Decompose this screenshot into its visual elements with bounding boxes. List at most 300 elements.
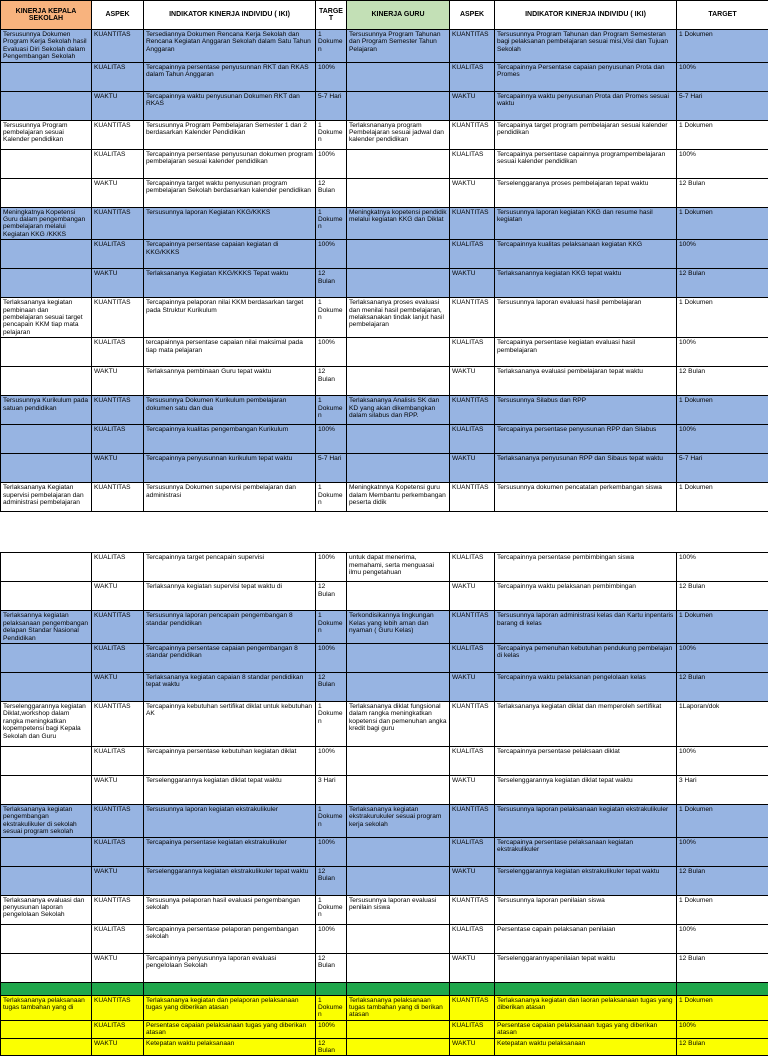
cell-kinerja-guru bbox=[347, 866, 450, 895]
cell-aspek-guru: WAKTU bbox=[450, 953, 495, 982]
cell-target-kepala: 100% bbox=[316, 338, 347, 367]
cell-target-guru: 5-7 Hari bbox=[677, 91, 768, 120]
cell-indikator-guru: Tercapainnya waktu pelaksanan pengelolaan kelas bbox=[495, 672, 677, 701]
cell-indikator-kepala: Tersediannya Dokumen Rencana Kerja Sekolah dan Rencana Kegiatan Anggaran Sekolah dalam Satu Tahun Anggaran bbox=[144, 30, 316, 63]
cell-kinerja-kepala bbox=[1, 178, 92, 207]
cell-indikator-kepala: tercapainnya persentase capaian nilai maksimal pada tiap mata pelajaran bbox=[144, 338, 316, 367]
cell-target-kepala: 12 Bulan bbox=[316, 582, 347, 611]
table-row bbox=[1, 672, 768, 701]
table-row bbox=[1, 120, 768, 149]
cell-target-kepala bbox=[316, 982, 347, 995]
cell-target-guru: 100% bbox=[677, 425, 768, 454]
cell-target-kepala: 1 Dokumen bbox=[316, 396, 347, 425]
cell-target-kepala: 1 Dokumen bbox=[316, 483, 347, 512]
cell-aspek-kepala: KUALITAS bbox=[92, 62, 144, 91]
cell-indikator-kepala: Tercapainnya persentase pelaporan pengembangan sekolah bbox=[144, 924, 316, 953]
cell-indikator-kepala: Tersusunnya Program Pembelajaran Semester 1 dan 2 berdasarkan Kalender Pendidikan bbox=[144, 120, 316, 149]
cell-aspek-guru: WAKTU bbox=[450, 866, 495, 895]
cell-target-kepala: 100% bbox=[316, 1020, 347, 1038]
cell-kinerja-kepala bbox=[1, 1020, 92, 1038]
table-top-body bbox=[1, 30, 768, 512]
cell-target-kepala: 12 Bulan bbox=[316, 672, 347, 701]
table-bottom-body bbox=[1, 553, 768, 1056]
cell-indikator-kepala: Terselenggarannya kegiatan diklat tepat waktu bbox=[144, 775, 316, 804]
cell-target-guru: 12 Bulan bbox=[677, 866, 768, 895]
cell-target-guru: 5-7 Hari bbox=[677, 454, 768, 483]
cell-kinerja-guru: Meningkatnnya Kopetensi guru dalam Membantu perkembangan peserta didik bbox=[347, 483, 450, 512]
table-row bbox=[1, 396, 768, 425]
cell-indikator-kepala: Terlaksananya kegiatan dan pelaporan pelaksanaan tugas yang diberikan atasan bbox=[144, 995, 316, 1020]
cell-aspek-guru: WAKTU bbox=[450, 178, 495, 207]
cell-indikator-guru: Terselenggarannya kegiatan diklat tepat waktu bbox=[495, 775, 677, 804]
cell-kinerja-kepala: Terselenggarannya kegiatan Diklat,workshop dalam rangka meningkatkan kopempetensi bagi Kepala Sekolah dan Guru bbox=[1, 701, 92, 746]
cell-indikator-kepala: Terselenggarannya kegiatan ekstrakulikuler tepat waktu bbox=[144, 866, 316, 895]
cell-aspek-kepala: WAKTU bbox=[92, 953, 144, 982]
cell-kinerja-guru bbox=[347, 746, 450, 775]
header-kinerja-kepala-sekolah: KINERJA KEPALA SEKOLAH bbox=[1, 1, 92, 30]
cell-aspek-kepala: WAKTU bbox=[92, 91, 144, 120]
cell-kinerja-guru: Terlaksananya pelaksanaan tugas tambahan yang di berikan atasan bbox=[347, 995, 450, 1020]
cell-aspek-kepala: WAKTU bbox=[92, 1038, 144, 1056]
cell-target-kepala: 12 Bulan bbox=[316, 367, 347, 396]
cell-indikator-guru: Tercapainya target program pembelajaran sesuai kalender pendidikan bbox=[495, 120, 677, 149]
cell-indikator-kepala: Persentase capaian pelaksanaan tugas yang diberikan atasan bbox=[144, 1020, 316, 1038]
cell-indikator-kepala: Tercapainnya pelaporan nilai KKM berdasarkan target pada Struktur Kurikulum bbox=[144, 298, 316, 338]
cell-aspek-kepala: WAKTU bbox=[92, 269, 144, 298]
cell-indikator-guru: Tercapainnya waktu penyusunan Prota dan Promes sesuai waktu bbox=[495, 91, 677, 120]
cell-aspek-guru: KUALITAS bbox=[450, 746, 495, 775]
cell-indikator-guru: Tersusunnya laporan administrasi kelas dan Kartu inpentaris barang di kelas bbox=[495, 611, 677, 644]
cell-target-guru: 12 Bulan bbox=[677, 582, 768, 611]
cell-target-guru: 1 Dokumen bbox=[677, 804, 768, 837]
cell-target-guru: 100% bbox=[677, 240, 768, 269]
cell-aspek-kepala: KUANTITAS bbox=[92, 396, 144, 425]
cell-target-kepala: 100% bbox=[316, 149, 347, 178]
cell-kinerja-guru bbox=[347, 982, 450, 995]
cell-indikator-kepala: Ketepatan waktu pelaksanaan bbox=[144, 1038, 316, 1056]
cell-target-kepala: 100% bbox=[316, 425, 347, 454]
header-target-1: TARGET bbox=[316, 1, 347, 30]
cell-aspek-guru: KUANTITAS bbox=[450, 804, 495, 837]
table-row bbox=[1, 1020, 768, 1038]
cell-indikator-guru: Tercapainnya persentase pelaksaan diklat bbox=[495, 746, 677, 775]
cell-kinerja-kepala bbox=[1, 367, 92, 396]
cell-target-kepala: 12 Bulan bbox=[316, 178, 347, 207]
cell-indikator-kepala: Tercapainnya target pencapain supervisi bbox=[144, 553, 316, 582]
cell-kinerja-kepala bbox=[1, 240, 92, 269]
table-row bbox=[1, 553, 768, 582]
cell-kinerja-kepala: Terlaksananya pelaksanaan tugas tambahan yang di bbox=[1, 995, 92, 1020]
cell-indikator-guru: Tersusunnya dokumen pencatatan perkembangan siswa bbox=[495, 483, 677, 512]
cell-target-guru: 100% bbox=[677, 338, 768, 367]
table-row bbox=[1, 953, 768, 982]
cell-indikator-guru: Terlaksanannya kegiatan KKG tepat waktu bbox=[495, 269, 677, 298]
cell-kinerja-guru bbox=[347, 672, 450, 701]
cell-target-guru: 1 Dokumen bbox=[677, 895, 768, 924]
cell-aspek-kepala: WAKTU bbox=[92, 454, 144, 483]
cell-target-guru: 1 Dokumen bbox=[677, 207, 768, 240]
table-row bbox=[1, 269, 768, 298]
cell-target-kepala: 100% bbox=[316, 62, 347, 91]
cell-target-kepala: 12 Bulan bbox=[316, 953, 347, 982]
cell-kinerja-kepala bbox=[1, 269, 92, 298]
cell-aspek-guru: KUALITAS bbox=[450, 553, 495, 582]
cell-aspek-guru: WAKTU bbox=[450, 1038, 495, 1056]
table-row bbox=[1, 149, 768, 178]
cell-indikator-guru: Tercapainya persentase capainnya programpembelajaran sesuai kalender pendidikan bbox=[495, 149, 677, 178]
cell-kinerja-guru bbox=[347, 149, 450, 178]
table-bottom bbox=[0, 552, 768, 1056]
cell-kinerja-kepala bbox=[1, 62, 92, 91]
cell-kinerja-kepala: Tersusunnya Kurikulum pada satuan pendidikan bbox=[1, 396, 92, 425]
cell-kinerja-guru bbox=[347, 582, 450, 611]
cell-aspek-guru: KUANTITAS bbox=[450, 298, 495, 338]
cell-aspek-guru: KUANTITAS bbox=[450, 611, 495, 644]
cell-indikator-guru: Tersusunnya laporan pelaksanaan kegiatan ekstrakulikuler bbox=[495, 804, 677, 837]
cell-target-guru: 12 Bulan bbox=[677, 178, 768, 207]
cell-target-kepala: 100% bbox=[316, 553, 347, 582]
table-row bbox=[1, 611, 768, 644]
cell-aspek-guru bbox=[450, 982, 495, 995]
cell-kinerja-kepala: Terlaksannya kegiatan pelaksanaan pengembangan delapan Standar Nasional Pendidikan bbox=[1, 611, 92, 644]
table-row bbox=[1, 62, 768, 91]
cell-indikator-guru: Persentase capain pelaksanan penilaian bbox=[495, 924, 677, 953]
cell-aspek-kepala: KUALITAS bbox=[92, 425, 144, 454]
cell-aspek-guru: KUANTITAS bbox=[450, 701, 495, 746]
cell-aspek-kepala: KUALITAS bbox=[92, 1020, 144, 1038]
cell-target-guru: 12 Bulan bbox=[677, 953, 768, 982]
cell-indikator-kepala: Tercapainya persentase kegiatan ekstrakulikuler bbox=[144, 837, 316, 866]
cell-target-kepala: 1 Dokumen bbox=[316, 804, 347, 837]
cell-aspek-guru: KUALITAS bbox=[450, 425, 495, 454]
cell-kinerja-guru bbox=[347, 775, 450, 804]
cell-kinerja-kepala: Terlaksananya kegiatan pembinaan dan pembelajaran sesuai target pencapain KKM tiap mata pelajaran bbox=[1, 298, 92, 338]
cell-kinerja-guru: Tersusunnya laporan evaluasi penilain siswa bbox=[347, 895, 450, 924]
cell-indikator-guru: Terselenggaranya proses pembelajaran tepat waktu bbox=[495, 178, 677, 207]
cell-aspek-guru: KUALITAS bbox=[450, 643, 495, 672]
cell-indikator-guru: Tersusunnya Silabus dan RPP bbox=[495, 396, 677, 425]
cell-indikator-kepala: Tercapainnya penyusunnya laporan evaluasi pengelolaan Sekolah bbox=[144, 953, 316, 982]
cell-indikator-kepala: Terlaksananya Kegiatan KKG/KKKS Tepat waktu bbox=[144, 269, 316, 298]
table-row bbox=[1, 775, 768, 804]
cell-indikator-kepala: Tersusunnya laporan Kegiatan KKG/KKKS bbox=[144, 207, 316, 240]
cell-target-guru: 12 Bulan bbox=[677, 672, 768, 701]
cell-aspek-guru: WAKTU bbox=[450, 582, 495, 611]
cell-kinerja-guru bbox=[347, 1020, 450, 1038]
cell-aspek-kepala: KUALITAS bbox=[92, 240, 144, 269]
cell-aspek-guru: WAKTU bbox=[450, 775, 495, 804]
cell-indikator-guru: Tersusunnya Program Tahunan dan Program Semesteran bagi pelaksanan pembelajaran sesuai misi,Visi dan Tujuan Sekolah bbox=[495, 30, 677, 63]
header-kinerja-guru: KINERJA GURU bbox=[347, 1, 450, 30]
cell-aspek-kepala: WAKTU bbox=[92, 178, 144, 207]
cell-aspek-guru: KUANTITAS bbox=[450, 396, 495, 425]
cell-target-kepala: 1 Dokumen bbox=[316, 611, 347, 644]
cell-aspek-guru: WAKTU bbox=[450, 454, 495, 483]
cell-target-kepala: 1 Dokumen bbox=[316, 995, 347, 1020]
cell-indikator-kepala: Tercapainnya kualitas pengembangan Kurikulum bbox=[144, 425, 316, 454]
table-row bbox=[1, 425, 768, 454]
table-row bbox=[1, 207, 768, 240]
table-row bbox=[1, 643, 768, 672]
cell-kinerja-guru: Terlaksananya diklat fungsional dalam rangka meningkatkan kopetensi dan pemenuhan angka kredit bagi guru bbox=[347, 701, 450, 746]
cell-target-kepala: 1 Dokumen bbox=[316, 120, 347, 149]
page-break-gap bbox=[0, 512, 768, 552]
cell-target-kepala: 5-7 Hari bbox=[316, 91, 347, 120]
cell-target-guru bbox=[677, 982, 768, 995]
cell-indikator-guru: Terlaksananya penyusunan RPP dan Sibaus tepat waktu bbox=[495, 454, 677, 483]
table-row bbox=[1, 240, 768, 269]
cell-aspek-kepala: KUANTITAS bbox=[92, 611, 144, 644]
cell-target-guru: 1 Dokumen bbox=[677, 995, 768, 1020]
header-target-2: TARGET bbox=[677, 1, 768, 30]
cell-aspek-guru: KUANTITAS bbox=[450, 120, 495, 149]
cell-target-kepala: 100% bbox=[316, 643, 347, 672]
cell-aspek-guru: WAKTU bbox=[450, 367, 495, 396]
cell-kinerja-guru: Tersusunnya Program Tahunan dan Program Semester Tahun Pelajaran bbox=[347, 30, 450, 63]
cell-kinerja-kepala: Tersusunnya Program pembelajaran sesuai Kalender pendidikan bbox=[1, 120, 92, 149]
cell-kinerja-guru bbox=[347, 454, 450, 483]
cell-indikator-guru: Tercapainnya kualitas pelaksanaan kegiatan KKG bbox=[495, 240, 677, 269]
cell-aspek-kepala: KUANTITAS bbox=[92, 298, 144, 338]
cell-kinerja-guru bbox=[347, 425, 450, 454]
cell-indikator-guru bbox=[495, 982, 677, 995]
cell-aspek-kepala: WAKTU bbox=[92, 672, 144, 701]
cell-target-guru: 100% bbox=[677, 643, 768, 672]
cell-kinerja-kepala bbox=[1, 775, 92, 804]
cell-indikator-kepala: Tercapainnya persentase capaian kegiatan di KKG/KKKS bbox=[144, 240, 316, 269]
cell-target-guru: 100% bbox=[677, 1020, 768, 1038]
cell-target-guru: 100% bbox=[677, 837, 768, 866]
cell-kinerja-guru bbox=[347, 178, 450, 207]
table-row bbox=[1, 837, 768, 866]
cell-indikator-guru: Terselenggarannya kegiatan ekstrakulikuler tepat waktu bbox=[495, 866, 677, 895]
table-row bbox=[1, 91, 768, 120]
cell-indikator-guru: Tersusunnya laporan evaluasi hasil pembelajaran bbox=[495, 298, 677, 338]
cell-aspek-kepala: KUANTITAS bbox=[92, 207, 144, 240]
cell-aspek-guru: KUALITAS bbox=[450, 338, 495, 367]
cell-target-guru: 1Laporan/dok bbox=[677, 701, 768, 746]
cell-kinerja-guru bbox=[347, 240, 450, 269]
cell-kinerja-guru: Terlaksananya proses evaluasi dan menilai hasil pembelajaran, melaksanakan tindak lanjut hasil pembelajaran bbox=[347, 298, 450, 338]
cell-indikator-kepala: Terlaksananya kegiatan capaian 8 standar pendidikan tepat waktu bbox=[144, 672, 316, 701]
cell-target-kepala: 1 Dokumen bbox=[316, 30, 347, 63]
cell-target-guru: 1 Dokumen bbox=[677, 611, 768, 644]
cell-kinerja-kepala: Terlaksananya Kegiatan supervisi pembelajaran dan administrasi pembelajaran bbox=[1, 483, 92, 512]
cell-target-guru: 100% bbox=[677, 553, 768, 582]
cell-aspek-guru: KUALITAS bbox=[450, 62, 495, 91]
cell-target-kepala: 100% bbox=[316, 746, 347, 775]
header-aspek-1: ASPEK bbox=[92, 1, 144, 30]
cell-aspek-guru: WAKTU bbox=[450, 672, 495, 701]
cell-aspek-guru: KUANTITAS bbox=[450, 483, 495, 512]
cell-kinerja-kepala bbox=[1, 672, 92, 701]
cell-indikator-kepala: Tersusunya pelaporan hasil evaluasi pengembangan sekolah bbox=[144, 895, 316, 924]
cell-aspek-kepala: WAKTU bbox=[92, 866, 144, 895]
cell-kinerja-guru bbox=[347, 269, 450, 298]
cell-kinerja-guru bbox=[347, 338, 450, 367]
table-top bbox=[0, 0, 768, 512]
cell-kinerja-kepala bbox=[1, 553, 92, 582]
cell-indikator-kepala: Tercapainnya kebutuhan sertifikat diklat untuk kebutuhan AK bbox=[144, 701, 316, 746]
cell-kinerja-kepala bbox=[1, 866, 92, 895]
table-row bbox=[1, 582, 768, 611]
cell-indikator-guru: Terlaksananya kegiatan diklat dan memperoleh sertifikat bbox=[495, 701, 677, 746]
cell-kinerja-guru bbox=[347, 643, 450, 672]
cell-aspek-guru: KUANTITAS bbox=[450, 995, 495, 1020]
cell-kinerja-kepala bbox=[1, 837, 92, 866]
cell-indikator-kepala: Tercapainnya penyusunnan kurikulum tepat waktu bbox=[144, 454, 316, 483]
table-row bbox=[1, 178, 768, 207]
cell-kinerja-kepala bbox=[1, 643, 92, 672]
cell-indikator-kepala: Tercapainnya persentase penyusunnan RKT dan RKAS dalam Tahun Anggaran bbox=[144, 62, 316, 91]
cell-aspek-kepala: KUALITAS bbox=[92, 149, 144, 178]
table-row bbox=[1, 982, 768, 995]
cell-kinerja-guru bbox=[347, 924, 450, 953]
cell-target-kepala: 5-7 Hari bbox=[316, 454, 347, 483]
cell-kinerja-kepala: Terlaksananya kegiatan pengembangan ekstrakulikuler di sekolah sesuai program sekolah bbox=[1, 804, 92, 837]
cell-kinerja-guru: Terlaksananya kegiatan ekstrakurukuler sesuai program kerja sekolah bbox=[347, 804, 450, 837]
cell-target-guru: 100% bbox=[677, 149, 768, 178]
cell-aspek-guru: KUALITAS bbox=[450, 149, 495, 178]
cell-indikator-guru: Tersusunnya laporan kegiatan KKG dan resume hasil kegiatan bbox=[495, 207, 677, 240]
table-row bbox=[1, 338, 768, 367]
cell-indikator-guru: Terlaksananya evaluasi pembelajaran tepat waktu bbox=[495, 367, 677, 396]
header-row bbox=[1, 1, 768, 30]
cell-indikator-guru: Tersusunnya laporan penilaian siswa bbox=[495, 895, 677, 924]
table-row bbox=[1, 1038, 768, 1056]
cell-aspek-kepala: KUANTITAS bbox=[92, 120, 144, 149]
table-row bbox=[1, 701, 768, 746]
cell-target-kepala: 1 Dokumen bbox=[316, 895, 347, 924]
cell-indikator-guru: Ketepatan waktu pelaksanaan bbox=[495, 1038, 677, 1056]
cell-kinerja-kepala bbox=[1, 149, 92, 178]
table-row bbox=[1, 483, 768, 512]
header-indikator-2: INDIKATOR KINERJA INDIVIDU ( IKI) bbox=[495, 1, 677, 30]
cell-indikator-kepala: Tercapainnya persentase kebutuhan kegiatan diklat bbox=[144, 746, 316, 775]
cell-indikator-kepala: Tercapainnya persentase penyusunan dokumen program pembelajaran sesuai kalender pendidikan bbox=[144, 149, 316, 178]
cell-kinerja-kepala: Tersusunnya Dokumen Program Kerja Sekolah hasil Evaluasi Diri Sekolah dalam Pengembangan Sekolah bbox=[1, 30, 92, 63]
cell-aspek-kepala: KUANTITAS bbox=[92, 895, 144, 924]
cell-aspek-kepala: KUANTITAS bbox=[92, 30, 144, 63]
cell-target-guru: 1 Dokumen bbox=[677, 483, 768, 512]
cell-kinerja-guru: Terlaksnananya program Pembelajaran sesuai jadwal dan kalender pendidikan bbox=[347, 120, 450, 149]
cell-kinerja-guru: Terkondisikannya lingkungan Kelas yang lebih aman dan nyaman ( Guru Kelas) bbox=[347, 611, 450, 644]
cell-target-guru: 1 Dokumen bbox=[677, 396, 768, 425]
cell-kinerja-kepala bbox=[1, 454, 92, 483]
cell-kinerja-kepala bbox=[1, 91, 92, 120]
header-indikator-1: INDIKATOR KINERJA INDIVIDU ( IKI) bbox=[144, 1, 316, 30]
cell-aspek-guru: KUANTITAS bbox=[450, 207, 495, 240]
cell-aspek-guru: KUANTITAS bbox=[450, 30, 495, 63]
cell-target-kepala: 3 Hari bbox=[316, 775, 347, 804]
cell-indikator-kepala bbox=[144, 982, 316, 995]
cell-target-kepala: 1 Dokumen bbox=[316, 207, 347, 240]
cell-kinerja-kepala bbox=[1, 982, 92, 995]
cell-kinerja-kepala bbox=[1, 924, 92, 953]
table-row bbox=[1, 804, 768, 837]
table-row bbox=[1, 746, 768, 775]
cell-kinerja-guru: Meningkatnya kopetensi pendidik melalui kegiatan KKG dan Diklat bbox=[347, 207, 450, 240]
cell-indikator-guru: Tercapainnya persentase pembimbingan siswa bbox=[495, 553, 677, 582]
cell-aspek-kepala: KUANTITAS bbox=[92, 701, 144, 746]
table-row bbox=[1, 454, 768, 483]
cell-aspek-kepala: KUALITAS bbox=[92, 837, 144, 866]
cell-aspek-kepala: WAKTU bbox=[92, 775, 144, 804]
cell-target-guru: 12 Bulan bbox=[677, 367, 768, 396]
cell-target-guru: 100% bbox=[677, 62, 768, 91]
cell-target-kepala: 12 Bulan bbox=[316, 1038, 347, 1056]
cell-aspek-kepala: KUANTITAS bbox=[92, 804, 144, 837]
cell-indikator-kepala: Tercapainnya target waktu penyusunan program pembelajaran Sekolah berdasarkan kalender pendidikan bbox=[144, 178, 316, 207]
cell-target-guru: 100% bbox=[677, 746, 768, 775]
cell-kinerja-kepala bbox=[1, 582, 92, 611]
cell-kinerja-kepala bbox=[1, 746, 92, 775]
cell-aspek-guru: KUALITAS bbox=[450, 240, 495, 269]
cell-kinerja-kepala bbox=[1, 338, 92, 367]
cell-aspek-guru: WAKTU bbox=[450, 269, 495, 298]
cell-aspek-kepala: KUALITAS bbox=[92, 924, 144, 953]
cell-target-guru: 1 Dokumen bbox=[677, 120, 768, 149]
cell-aspek-kepala: KUANTITAS bbox=[92, 483, 144, 512]
table-row bbox=[1, 895, 768, 924]
cell-indikator-guru: Tercapainya pemenuhan kebutuhan pendukung pembelajan di kelas bbox=[495, 643, 677, 672]
cell-kinerja-guru bbox=[347, 837, 450, 866]
cell-target-kepala: 1 Dokumen bbox=[316, 701, 347, 746]
table-row bbox=[1, 30, 768, 63]
cell-indikator-guru: Terselenggarannyapenilaian tepat waktu bbox=[495, 953, 677, 982]
cell-aspek-guru: KUALITAS bbox=[450, 924, 495, 953]
cell-kinerja-guru bbox=[347, 91, 450, 120]
cell-indikator-kepala: Tercapainnya persentase capaian pengembangan 8 standar pendidikan bbox=[144, 643, 316, 672]
cell-indikator-kepala: Tersusunnya laporan kegiatan ekstrakulikuler bbox=[144, 804, 316, 837]
cell-kinerja-kepala bbox=[1, 1038, 92, 1056]
cell-aspek-guru: KUALITAS bbox=[450, 1020, 495, 1038]
cell-target-kepala: 12 Bulan bbox=[316, 269, 347, 298]
cell-aspek-guru: KUALITAS bbox=[450, 837, 495, 866]
table-row bbox=[1, 367, 768, 396]
cell-aspek-kepala: KUALITAS bbox=[92, 553, 144, 582]
cell-kinerja-kepala bbox=[1, 953, 92, 982]
cell-indikator-guru: Tercapainya persentase pelaksanaan kegiatan ekstrakulikuler bbox=[495, 837, 677, 866]
table-row bbox=[1, 995, 768, 1020]
cell-indikator-guru: Tercapainya persentase kegiatan evaluasi hasil pembelajaran bbox=[495, 338, 677, 367]
cell-indikator-guru: Terlaksananya kegiatan dan laoran pelaksanaan tugas yang diberikan atasan bbox=[495, 995, 677, 1020]
cell-aspek-kepala: WAKTU bbox=[92, 367, 144, 396]
cell-indikator-kepala: Terlaksannya kegiatan supervisi tepat waktu di bbox=[144, 582, 316, 611]
cell-aspek-kepala: KUALITAS bbox=[92, 643, 144, 672]
cell-kinerja-kepala: Terlaksananya evaluasi dan penyusunan laporan pengelolaan Sekolah bbox=[1, 895, 92, 924]
cell-target-kepala: 1 Dokumen bbox=[316, 298, 347, 338]
cell-indikator-guru: Tercapainnya waktu pelaksanan pembimbingan bbox=[495, 582, 677, 611]
cell-indikator-guru: Persentase capaian pelaksanaan tugas yang diberikan atasan bbox=[495, 1020, 677, 1038]
cell-target-guru: 3 Hari bbox=[677, 775, 768, 804]
cell-aspek-kepala: KUANTITAS bbox=[92, 995, 144, 1020]
cell-indikator-kepala: Tersusunnya laporan pencapain pengembangan 8 standar pendidikan bbox=[144, 611, 316, 644]
cell-kinerja-guru: untuk dapat menerima, memahami, serta menguasai ilmu pengetahuan bbox=[347, 553, 450, 582]
cell-indikator-kepala: Tersusunnya Dokumen Kurikulum pembelajaran dokumen satu dan dua bbox=[144, 396, 316, 425]
cell-aspek-kepala bbox=[92, 982, 144, 995]
cell-aspek-guru: KUANTITAS bbox=[450, 895, 495, 924]
cell-target-guru: 1 Dokumen bbox=[677, 298, 768, 338]
header-aspek-2: ASPEK bbox=[450, 1, 495, 30]
cell-indikator-kepala: Tercapainnya waktu penyusunan Dokumen RKT dan RKAS bbox=[144, 91, 316, 120]
table-row bbox=[1, 924, 768, 953]
cell-indikator-kepala: Tersusunnya Dokumen supervisi pembelajaran dan administrasi bbox=[144, 483, 316, 512]
cell-target-kepala: 100% bbox=[316, 837, 347, 866]
cell-kinerja-guru bbox=[347, 1038, 450, 1056]
cell-target-guru: 1 Dokumen bbox=[677, 30, 768, 63]
cell-aspek-kepala: KUALITAS bbox=[92, 746, 144, 775]
